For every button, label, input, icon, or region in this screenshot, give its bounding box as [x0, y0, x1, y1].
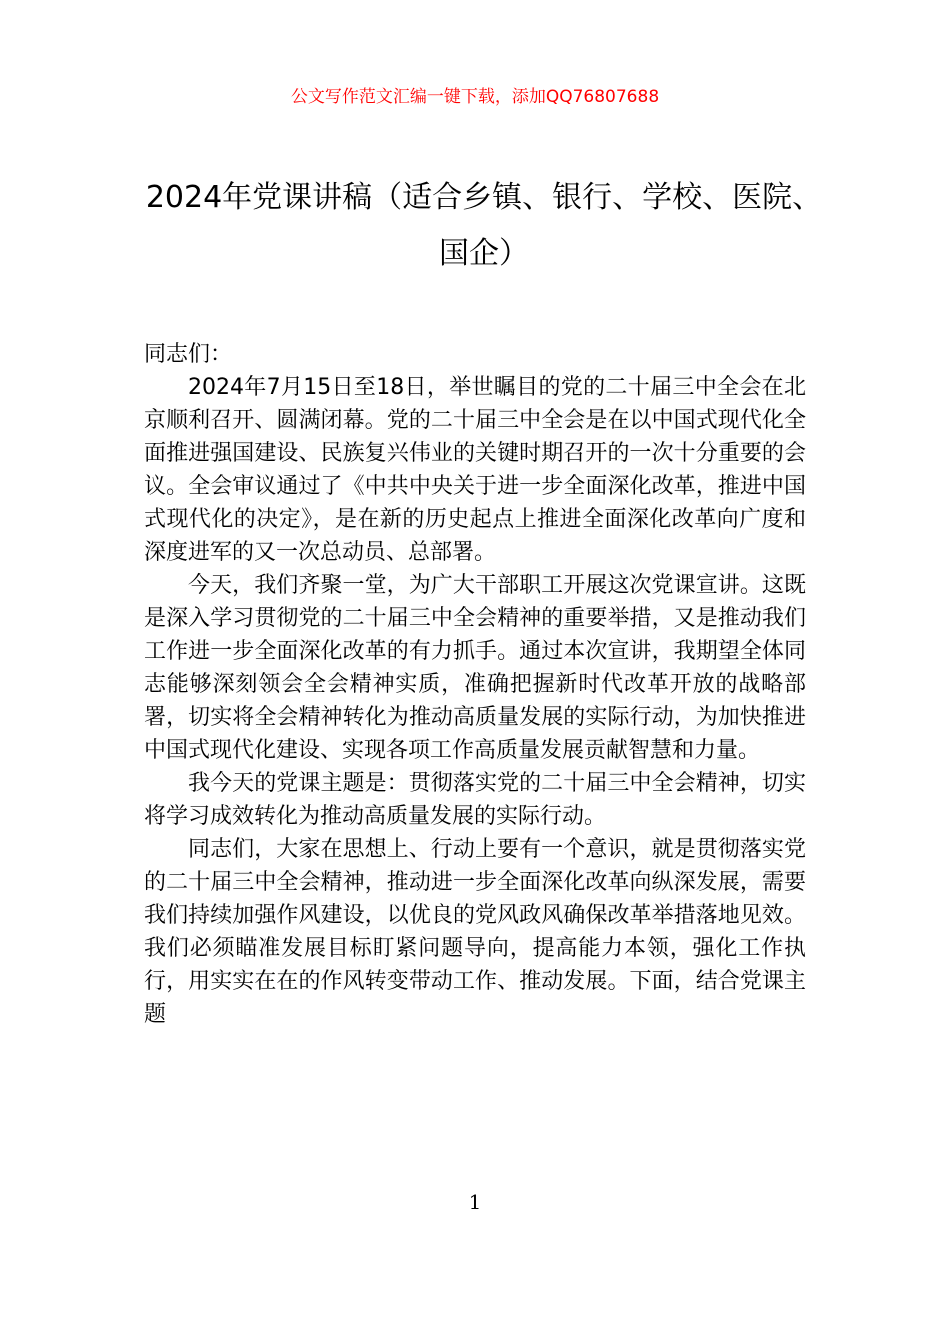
- paragraph-3: 我今天的党课主题是：贯彻落实党的二十届三中全会精神，切实将学习成效转化为推动高质量发展的实际行动。: [144, 771, 806, 829]
- paragraph-2: 今天，我们齐聚一堂，为广大干部职工开展这次党课宣讲。这既是深入学习贯彻党的二十届三中全会精神的重要举措，又是推动我们工作进一步全面深化改革的有力抓手。通过本次宣讲，我期望全体同志能够深刻领会全会精神实质，准确把握新时代改革开放的战略部署，切实将全会精神转化为推动高质量发展的实际行动，为加快推进中国式现代化建设、实现各项工作高质量发展贡献智慧和力量。: [144, 573, 806, 763]
- paragraph-1: 2024年7月15日至18日，举世瞩目的党的二十届三中全会在北京顺利召开、圆满闭幕。党的二十届三中全会是在以中国式现代化全面推进强国建设、民族复兴伟业的关键时期召开的一次十分重要的会议。全会审议通过了《中共中央关于进一步全面深化改革，推进中国式现代化的决定》，是在新的历史起点上推进全面深化改革向广度和深度进军的又一次总动员、总部署。: [144, 375, 806, 565]
- document-title: 2024年党课讲稿（适合乡镇、银行、学校、医院、国企）: [145, 180, 823, 271]
- salutation: 同志们：: [144, 342, 233, 367]
- document-body: [144, 338, 806, 1031]
- download-notice: 公文写作范文汇编一键下载，添加QQ76807688: [290, 87, 660, 107]
- page-number: 1: [468, 1190, 482, 1214]
- paragraph-4: 同志们，大家在思想上、行动上要有一个意识，就是贯彻落实党的二十届三中全会精神，推动进一步全面深化改革向纵深发展，需要我们持续加强作风建设，以优良的党风政风确保改革举措落地见效。我们必须瞄准发展目标盯紧问题导向，提高能力本领，强化工作执行，用实实在在的作风转变带动工作、推动发展。下面，结合党课主题: [144, 837, 806, 1027]
